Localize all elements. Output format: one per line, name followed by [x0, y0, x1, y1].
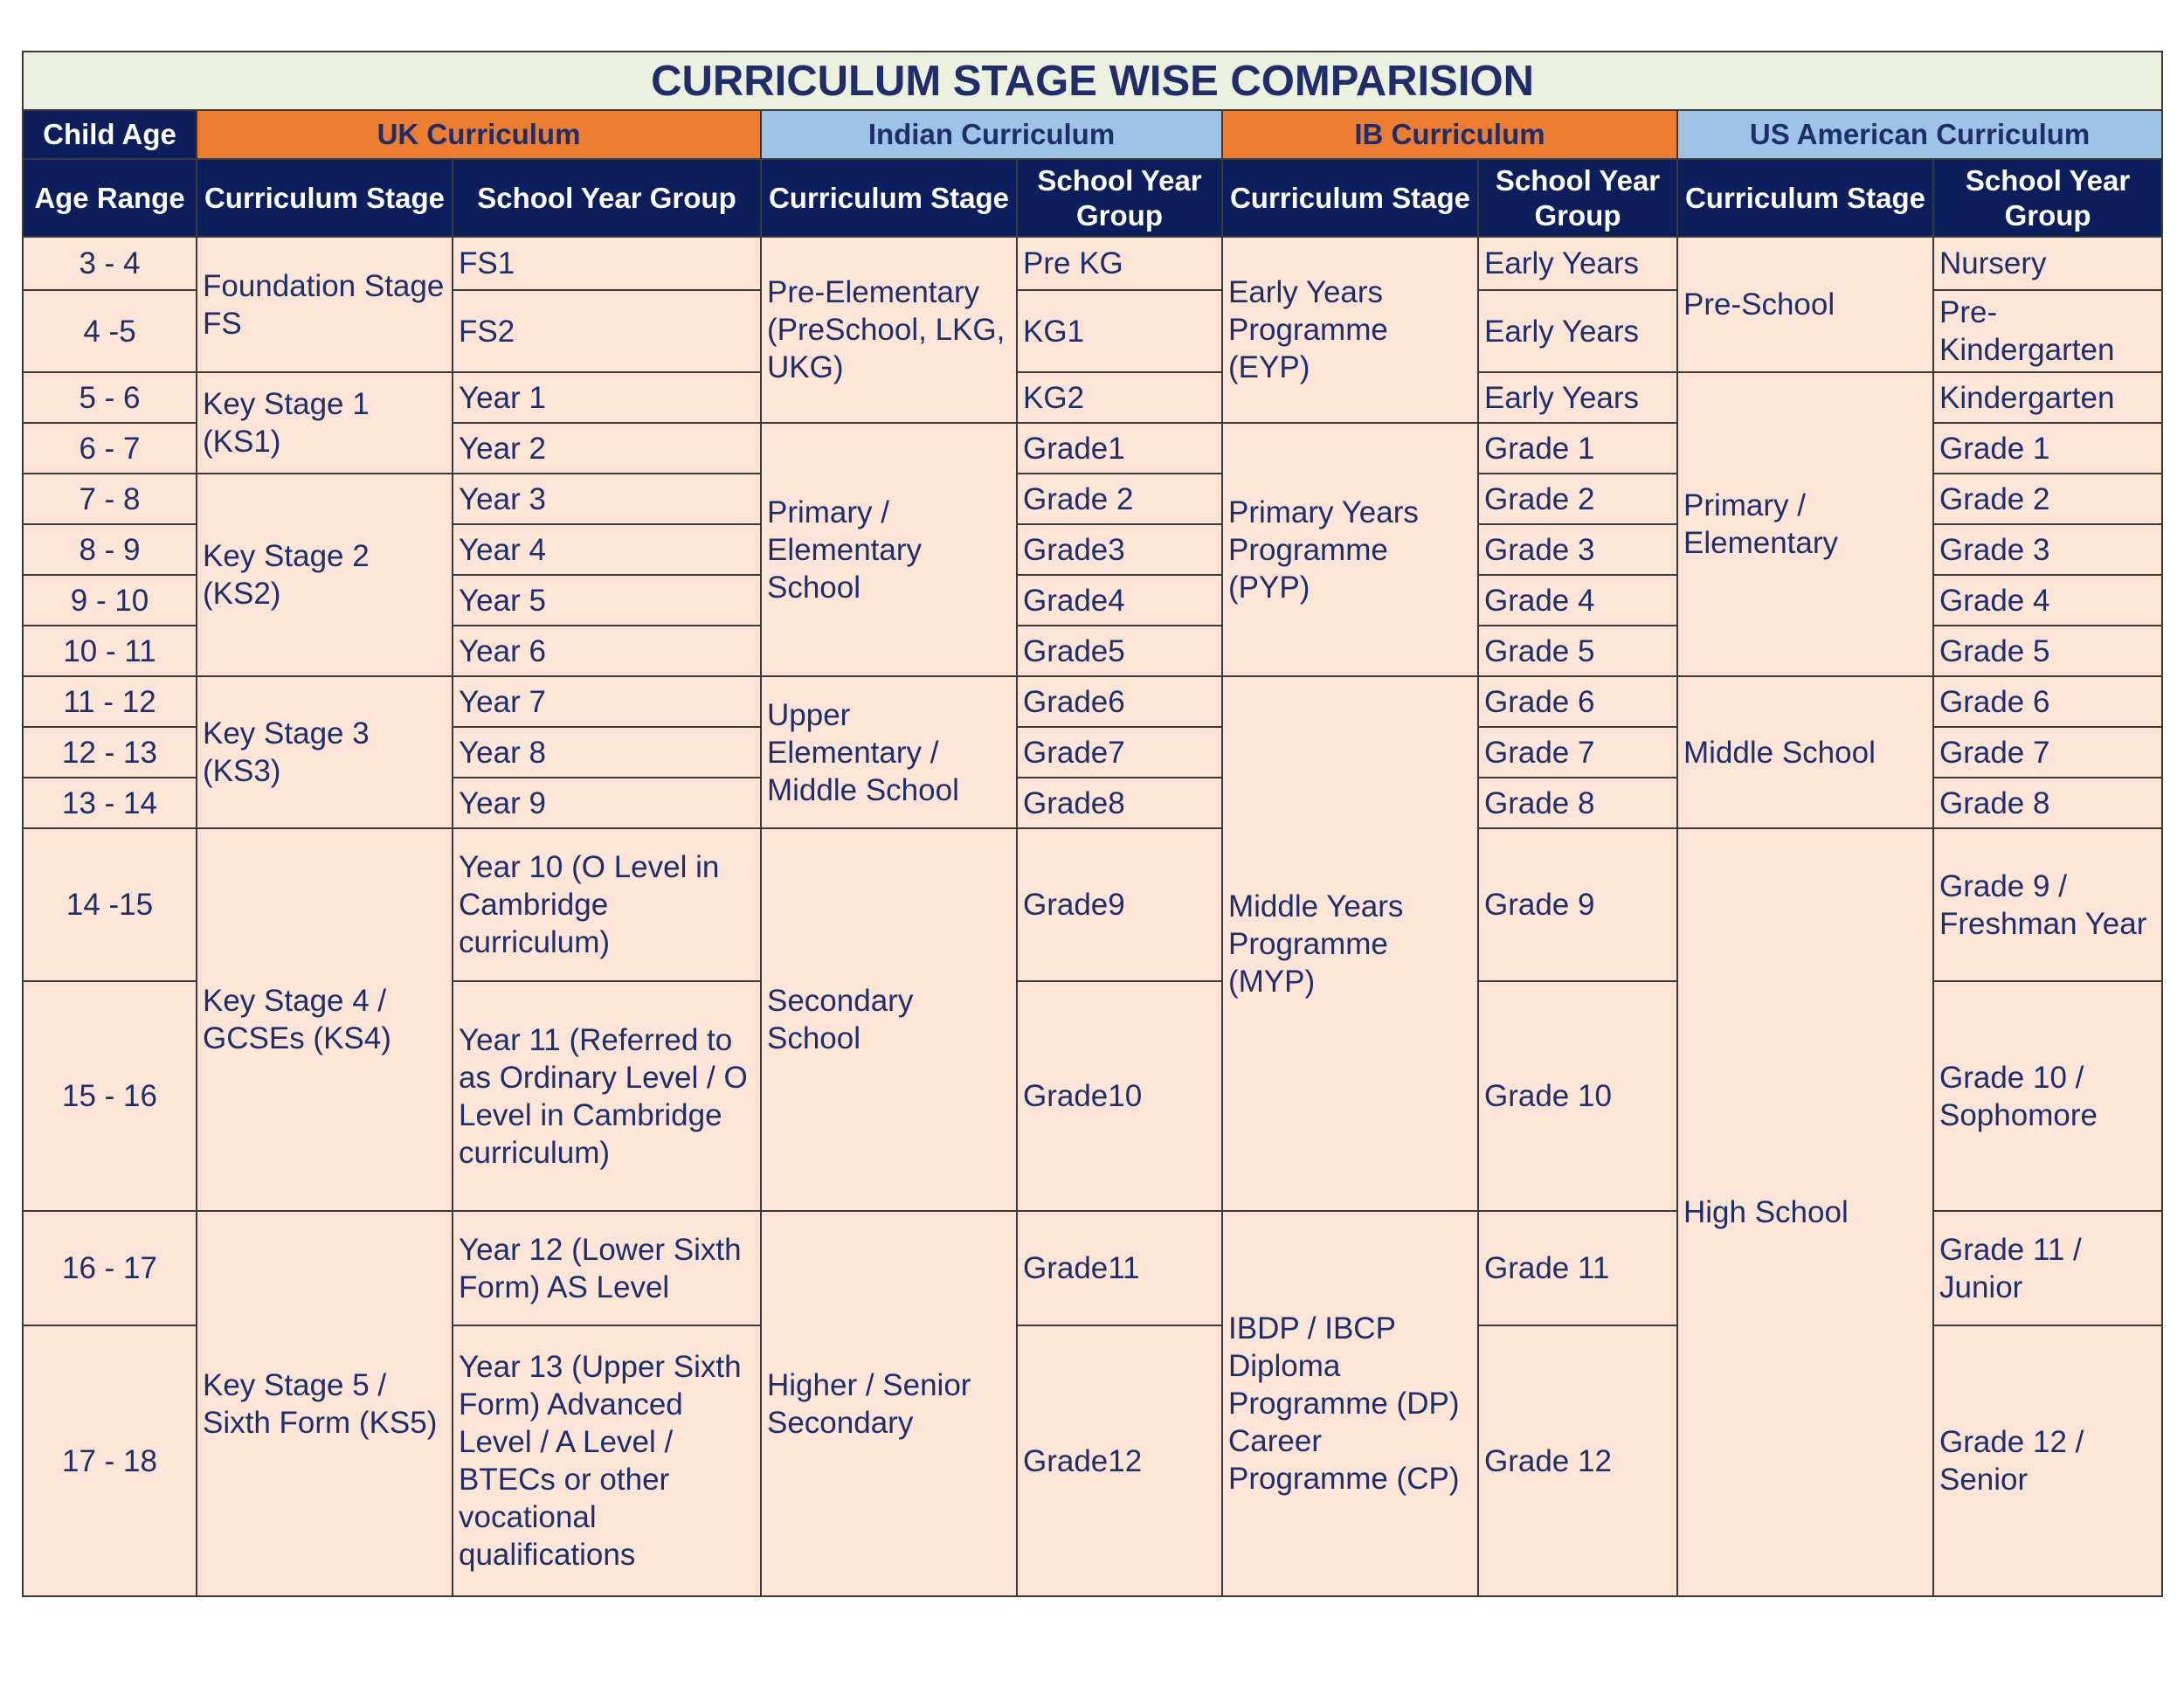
us-year-cell: Grade 9 / Freshman Year: [1933, 828, 2162, 981]
age-cell: 3 - 4: [23, 237, 197, 290]
indian-stage-cell: Pre-Elementary (PreSchool, LKG, UKG): [761, 237, 1017, 423]
us-year-cell: Grade 8: [1933, 778, 2162, 828]
indian-year-cell: Grade12: [1017, 1325, 1222, 1596]
us-stage-cell: Pre-School: [1677, 237, 1933, 372]
us-year-cell: Grade 7: [1933, 727, 2162, 778]
indian-year-cell: Grade4: [1017, 575, 1222, 626]
indian-year-cell: Grade3: [1017, 524, 1222, 575]
us-year-cell: Grade 4: [1933, 575, 2162, 626]
uk-year-cell: Year 4: [453, 524, 761, 575]
us-year-cell: Grade 6: [1933, 676, 2162, 727]
age-cell: 14 -15: [23, 828, 197, 981]
ib-year-cell: Grade 7: [1478, 727, 1677, 778]
curriculum-comparison-table: [22, 51, 2163, 1597]
ib-year-cell: Grade 11: [1478, 1211, 1677, 1325]
ib-year-cell: Grade 9: [1478, 828, 1677, 981]
indian-year-cell: Grade10: [1017, 981, 1222, 1211]
header-ib-year: School Year Group: [1478, 159, 1677, 237]
uk-year-cell: Year 9: [453, 778, 761, 828]
uk-stage-cell: Key Stage 2 (KS2): [197, 474, 453, 676]
header-uk-curriculum: UK Curriculum: [197, 110, 761, 159]
age-cell: 13 - 14: [23, 778, 197, 828]
uk-year-cell: Year 6: [453, 626, 761, 676]
indian-year-cell: Grade9: [1017, 828, 1222, 981]
uk-stage-cell: Key Stage 4 / GCSEs (KS4): [197, 828, 453, 1211]
uk-year-cell: Year 2: [453, 423, 761, 474]
ib-year-cell: Grade 10: [1478, 981, 1677, 1211]
header-us-curriculum: US American Curriculum: [1677, 110, 2162, 159]
uk-year-cell: Year 10 (O Level in Cambridge curriculum): [453, 828, 761, 981]
us-year-cell: Grade 3: [1933, 524, 2162, 575]
uk-stage-cell: Key Stage 1 (KS1): [197, 372, 453, 474]
uk-year-cell: Year 5: [453, 575, 761, 626]
header-age-range: Age Range: [23, 159, 197, 237]
indian-year-cell: Grade7: [1017, 727, 1222, 778]
uk-stage-cell: Foundation Stage FS: [197, 237, 453, 372]
us-stage-cell: Primary / Elementary: [1677, 372, 1933, 676]
header-uk-stage: Curriculum Stage: [197, 159, 453, 237]
ib-year-cell: Early Years: [1478, 372, 1677, 423]
age-cell: 11 - 12: [23, 676, 197, 727]
indian-year-cell: KG2: [1017, 372, 1222, 423]
header-us-year: School Year Group: [1933, 159, 2162, 237]
ib-year-cell: Grade 2: [1478, 474, 1677, 524]
indian-year-cell: KG1: [1017, 290, 1222, 372]
indian-stage-cell: Higher / Senior Secondary: [761, 1211, 1017, 1596]
age-cell: 4 -5: [23, 290, 197, 372]
us-year-cell: Grade 5: [1933, 626, 2162, 676]
indian-stage-cell: Primary / Elementary School: [761, 423, 1017, 676]
age-cell: 10 - 11: [23, 626, 197, 676]
us-year-cell: Kindergarten: [1933, 372, 2162, 423]
age-cell: 6 - 7: [23, 423, 197, 474]
indian-year-cell: Grade8: [1017, 778, 1222, 828]
ib-year-cell: Grade 6: [1478, 676, 1677, 727]
ib-year-cell: Grade 8: [1478, 778, 1677, 828]
header-indian-stage: Curriculum Stage: [761, 159, 1017, 237]
ib-year-cell: Early Years: [1478, 290, 1677, 372]
header-indian-year: School Year Group: [1017, 159, 1222, 237]
age-cell: 17 - 18: [23, 1325, 197, 1596]
uk-year-cell: Year 7: [453, 676, 761, 727]
indian-stage-cell: Secondary School: [761, 828, 1017, 1211]
ib-year-cell: Early Years: [1478, 237, 1677, 290]
uk-year-cell: FS1: [453, 237, 761, 290]
us-year-cell: Nursery: [1933, 237, 2162, 290]
us-year-cell: Pre-Kindergarten: [1933, 290, 2162, 372]
uk-year-cell: Year 12 (Lower Sixth Form) AS Level: [453, 1211, 761, 1325]
page-title: CURRICULUM STAGE WISE COMPARISION: [23, 52, 2162, 110]
uk-year-cell: Year 3: [453, 474, 761, 524]
uk-year-cell: Year 1: [453, 372, 761, 423]
header-us-stage: Curriculum Stage: [1677, 159, 1933, 237]
indian-year-cell: Pre KG: [1017, 237, 1222, 290]
ib-year-cell: Grade 5: [1478, 626, 1677, 676]
us-year-cell: Grade 10 / Sophomore: [1933, 981, 2162, 1211]
us-year-cell: Grade 1: [1933, 423, 2162, 474]
age-cell: 12 - 13: [23, 727, 197, 778]
us-year-cell: Grade 2: [1933, 474, 2162, 524]
indian-stage-cell: Upper Elementary / Middle School: [761, 676, 1017, 828]
ib-stage-cell: Middle Years Programme (MYP): [1222, 676, 1478, 1211]
us-stage-cell: Middle School: [1677, 676, 1933, 828]
age-cell: 8 - 9: [23, 524, 197, 575]
ib-stage-cell: Early Years Programme (EYP): [1222, 237, 1478, 423]
us-stage-cell: High School: [1677, 828, 1933, 1596]
indian-year-cell: Grade6: [1017, 676, 1222, 727]
age-cell: 16 - 17: [23, 1211, 197, 1325]
ib-stage-cell: Primary Years Programme (PYP): [1222, 423, 1478, 676]
ib-stage-cell: IBDP / IBCP Diploma Programme (DP) Career Programme (CP): [1222, 1211, 1478, 1596]
age-cell: 9 - 10: [23, 575, 197, 626]
indian-year-cell: Grade11: [1017, 1211, 1222, 1325]
indian-year-cell: Grade 2: [1017, 474, 1222, 524]
uk-year-cell: FS2: [453, 290, 761, 372]
header-child-age: Child Age: [23, 110, 197, 159]
indian-year-cell: Grade1: [1017, 423, 1222, 474]
us-year-cell: Grade 11 / Junior: [1933, 1211, 2162, 1325]
uk-year-cell: Year 13 (Upper Sixth Form) Advanced Level / A Level / BTECs or other vocational qualifications: [453, 1325, 761, 1596]
header-ib-curriculum: IB Curriculum: [1222, 110, 1677, 159]
uk-stage-cell: Key Stage 5 / Sixth Form (KS5): [197, 1211, 453, 1596]
header-indian-curriculum: Indian Curriculum: [761, 110, 1222, 159]
uk-stage-cell: Key Stage 3 (KS3): [197, 676, 453, 828]
header-ib-stage: Curriculum Stage: [1222, 159, 1478, 237]
ib-year-cell: Grade 4: [1478, 575, 1677, 626]
age-cell: 7 - 8: [23, 474, 197, 524]
ib-year-cell: Grade 3: [1478, 524, 1677, 575]
indian-year-cell: Grade5: [1017, 626, 1222, 676]
ib-year-cell: Grade 1: [1478, 423, 1677, 474]
age-cell: 15 - 16: [23, 981, 197, 1211]
ib-year-cell: Grade 12: [1478, 1325, 1677, 1596]
uk-year-cell: Year 11 (Referred to as Ordinary Level / O Level in Cambridge curriculum): [453, 981, 761, 1211]
us-year-cell: Grade 12 / Senior: [1933, 1325, 2162, 1596]
age-cell: 5 - 6: [23, 372, 197, 423]
uk-year-cell: Year 8: [453, 727, 761, 778]
header-uk-year: School Year Group: [453, 159, 761, 237]
